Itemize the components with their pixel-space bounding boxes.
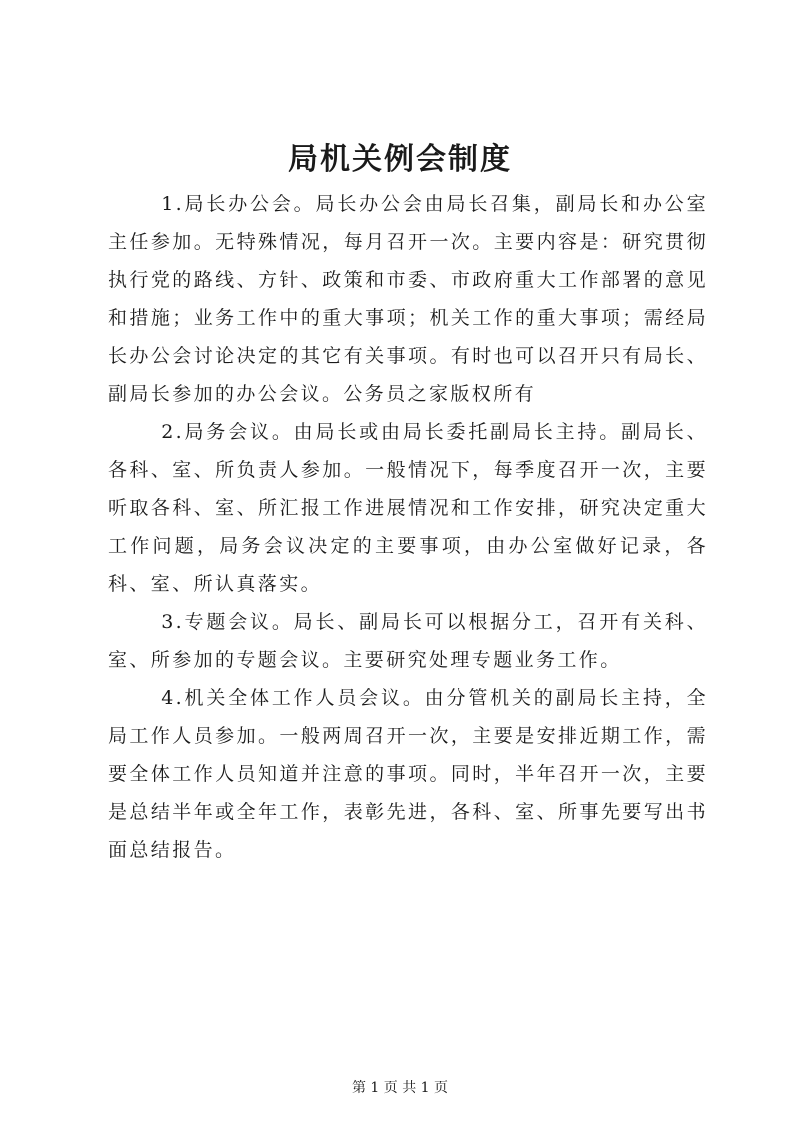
page-footer: 第 1 页 共 1 页 (351, 1080, 449, 1096)
document-title: 局机关例会制度 (288, 142, 512, 177)
paragraph-1: 1.局长办公会。局长办公会由局长召集，副局长和办公室主任参加。无特殊情况，每月召开一次。主要内容是：研究贯彻执行党的路线、方针、政策和市委、市政府重大工作部署的意见和措施；业务工作中的重大事项；机关工作的重大事项；需经局长办公会讨论决定的其它有关事项。有时也可以召开只有局长、副局长参加的办公会议。公务员之家版权所有 (108, 193, 708, 405)
paragraph-4: 4.机关全体工作人员会议。由分管机关的副局长主持，全局工作人员参加。一般两周召开一次，主要是安排近期工作，需要全体工作人员知道并注意的事项。同时，半年召开一次，主要是总结半年或全年工作，表彰先进，各科、室、所事先要写出书面总结报告。 (108, 687, 708, 861)
paragraph-2: 2.局务会议。由局长或由局长委托副局长主持。副局长、各科、室、所负责人参加。一般情况下，每季度召开一次，主要听取各科、室、所汇报工作进展情况和工作安排，研究决定重大工作问题，局务会议决定的主要事项，由办公室做好记录，各科、室、所认真落实。 (108, 421, 708, 595)
document-body (108, 185, 708, 869)
paragraph-3: 3.专题会议。局长、副局长可以根据分工，召开有关科、室、所参加的专题会议。主要研究处理专题业务工作。 (108, 611, 708, 671)
